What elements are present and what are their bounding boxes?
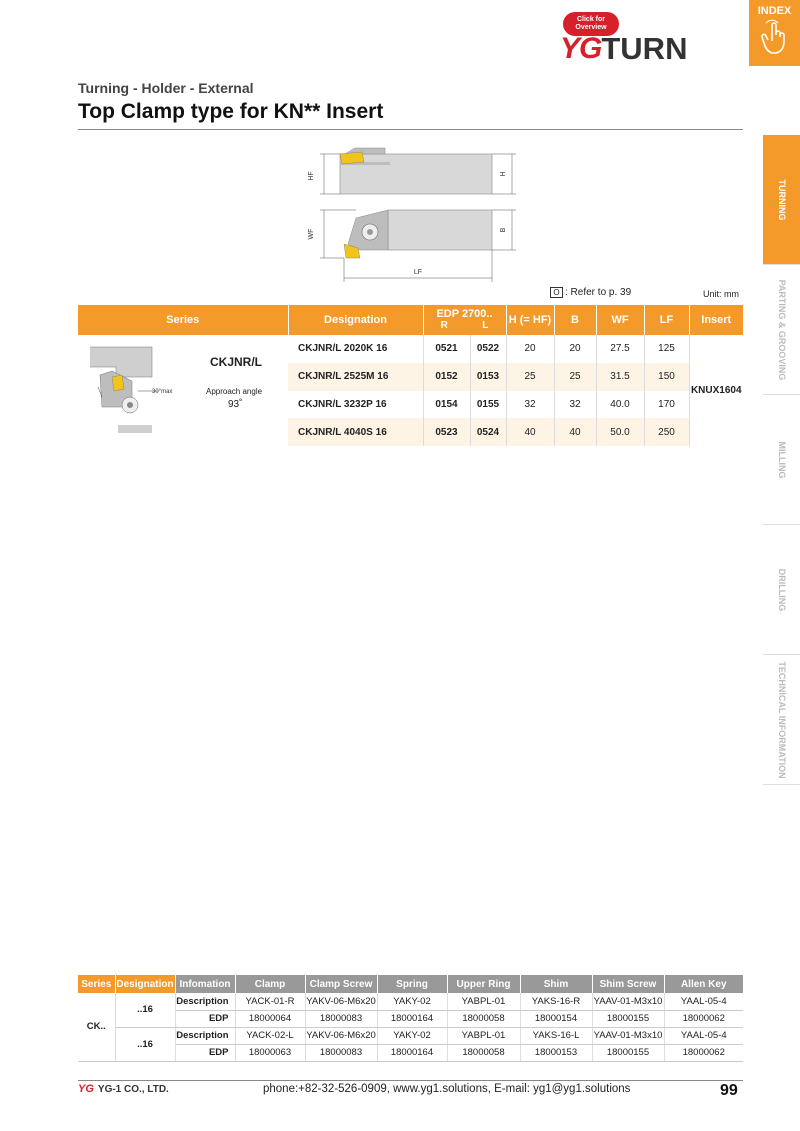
unit-note: Unit: mm: [703, 289, 739, 299]
svg-text:WF: WF: [308, 228, 315, 240]
table-row: CKJNR/L 3232P 16 0154 0155 32 32 40.0 170: [78, 391, 743, 419]
hand-pointer-icon: [760, 19, 790, 55]
table-row: CKJNR/L 2525M 16 0152 0153 25 25 31.5 150: [78, 363, 743, 391]
col-lf: LF: [644, 305, 689, 335]
svg-text:30°max: 30°max: [152, 389, 173, 395]
series-cell: [78, 335, 288, 446]
holder-dimension-drawing: [300, 140, 520, 285]
side-nav: [763, 135, 800, 785]
col-series: Series: [78, 305, 288, 335]
screw-reference-icon: O: [550, 287, 563, 298]
yg-logo-icon: YG: [78, 1083, 94, 1095]
svg-text:LF: LF: [413, 269, 423, 276]
footer-divider: [78, 1080, 743, 1081]
tab-drilling[interactable]: DRILLING: [763, 525, 800, 655]
table-row: ..16 Description YACK-02-L YAKV-06-M6x20 YAKY-02 YABPL-01 YAKS-16-L YAAV-01-M3x10 YAAL-05-4: [78, 1027, 743, 1044]
col-designation: Designation: [288, 305, 423, 335]
insert-cell: KNUX1604: [690, 385, 742, 396]
tab-parting-grooving[interactable]: PARTING & GROOVING: [763, 265, 800, 395]
index-label: INDEX: [757, 5, 792, 17]
table-row: CK.. ..16 Description YACK-01-R YAKV-06-M6x20 YAKY-02 YABPL-01 YAKS-16-R YAAV-01-M3x10 YAAL-05-4: [78, 993, 743, 1010]
spare-parts-table: Series Designation Infomation Clamp Clamp Screw Spring Upper Ring Shim Shim Screw Allen Key CK.. ..16 Description YACK-01-R YAKV-06-M6x20 YAKY-02 YABPL-01 YAKS-16-R YAAV-01-M3x10 YAAL-05-4 EDP 18000064 18000083 18000164 18000058 18000154 18000155 18000062 ..16 Description YACK-02-L YAKV-06-M6x20 YAKY-02 YABPL-01 YAKS-16-L YAAV-01-M3x10 YAAL-05-4 EDP 18000063 18000083 18000164 18000058 18000153 18000155 18000062: [78, 975, 743, 1062]
col-wf: WF: [596, 305, 644, 335]
tab-technical-information[interactable]: TECHNICAL INFORMATION: [763, 655, 800, 785]
table-row: CKJNR/L 4040S 16 0523 0524 40 40 50.0 250: [78, 418, 743, 446]
holder-table: [78, 305, 743, 446]
series-name: CKJNR/L: [210, 355, 263, 369]
col-b: B: [554, 305, 596, 335]
svg-text:H: H: [500, 171, 507, 177]
breadcrumb: Turning - Holder - External: [78, 80, 254, 96]
col-edp: EDP 2700.. R L: [423, 305, 506, 335]
yg-turn-logo: YG TURN: [560, 31, 688, 66]
svg-text:B: B: [500, 227, 507, 233]
col-insert: Insert: [689, 305, 743, 335]
footer-company: YG YG-1 CO., LTD.: [78, 1083, 169, 1095]
table-row: EDP 18000064 18000083 18000164 18000058 18000154 18000155 18000062: [78, 1010, 743, 1027]
approach-angle-value: 93˚: [228, 399, 243, 410]
index-button[interactable]: [749, 0, 800, 66]
title-divider: [78, 129, 743, 130]
col-h: H (= HF): [506, 305, 554, 335]
page-title: Top Clamp type for KN** Insert: [78, 100, 384, 123]
table-row: EDP 18000063 18000083 18000164 18000058 18000153 18000155 18000062: [78, 1044, 743, 1061]
tab-milling[interactable]: MILLING: [763, 395, 800, 525]
approach-angle-label: Approach angle: [206, 387, 263, 396]
reference-note: O : Refer to p. 39: [550, 287, 631, 298]
footer-contact: phone:+82-32-526-0909, www.yg1.solutions, E-mail: yg1@yg1.solutions: [263, 1083, 631, 1095]
svg-text:HF: HF: [308, 171, 315, 181]
tab-turning[interactable]: TURNING: [763, 135, 800, 265]
table-row: 30°max CKJNR/L Approach angle 93˚ CKJNR/L 2020K 16 0521 0522 20 20 27.5 125 KNUX1604: [78, 335, 743, 363]
page-number: 99: [720, 1082, 738, 1099]
overview-link[interactable]: Click for Overview: [563, 12, 619, 36]
